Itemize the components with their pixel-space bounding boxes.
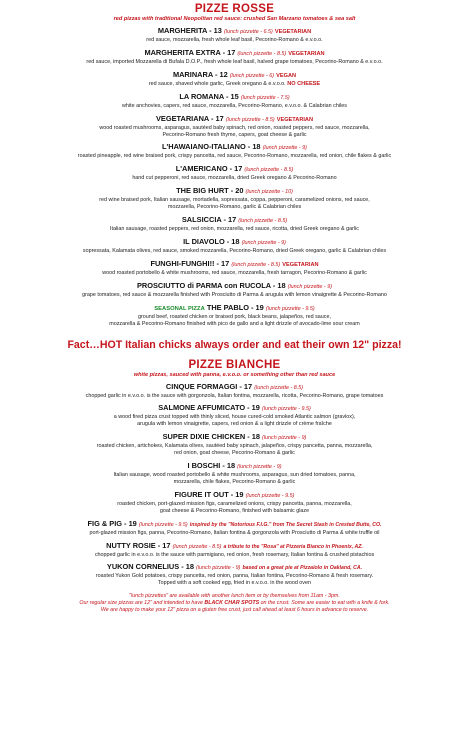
footer-lunch-note: "lunch pizzettes" are available with another lunch item or by themselves from 11am - 3pm. [129, 593, 340, 600]
item-description [0, 508, 469, 515]
menu-item-header [0, 92, 469, 103]
item-description-text: red wine braised pork, Italian sausage, mortadella, sopressata, coppa, pepperoni, caramelized onions, red sauce, [99, 197, 370, 204]
item-name: SALMONE AFFUMICATO - 19 [158, 403, 260, 413]
item-name: FIG & PIG - 19 [87, 518, 137, 528]
menu-item-header [0, 26, 469, 37]
footer-char-highlight: BLACK CHAR SPOTS [204, 600, 260, 607]
item-name: SUPER DIXIE CHICKEN - 18 [162, 432, 260, 442]
item-description-text: grape tomatoes, red sauce & mozzarella finished with Prosciutto di Parma & arugula with lemon vinaigrette & Pecorino-Romano [82, 291, 387, 298]
menu-item-header [0, 490, 469, 501]
menu-item-l-americano [0, 164, 469, 182]
item-description-text: mozzarella & Pecorino-Romano finished with pico de gallo and a light drizzle of avocado-lime sour cream [109, 320, 360, 327]
menu-page [0, 3, 469, 746]
lunch-price: (lunch pizzette - 9) [196, 565, 241, 572]
menu-item-marinara [0, 70, 469, 88]
menu-footer [0, 593, 469, 614]
menu-item-header [0, 382, 469, 393]
item-name: FUNGHI-FUNGHI!! - 17 [150, 258, 230, 268]
menu-item-il-diavolo [0, 237, 469, 255]
item-description [0, 501, 469, 508]
menu-item-header [0, 70, 469, 81]
menu-item-salmone-affumicato [0, 403, 469, 428]
item-description-text: Pecorino-Romano fresh thyme, capers, goat cheese & garlic [162, 131, 307, 138]
pizze-rosse-list [0, 26, 469, 328]
menu-item-figure-it-out [0, 490, 469, 515]
item-description-text: roasted chicken, artichokes, Kalamata olives, sautéed baby spinach, jalapeños, crispy pancetta, panna, mozzarella, [96, 443, 373, 450]
item-name: LA ROMANA - 15 [179, 91, 239, 101]
lunch-price: (lunch pizzette - 9.5) [245, 492, 295, 499]
lunch-price: (lunch pizzette - 9) [241, 239, 286, 246]
item-description [0, 573, 469, 580]
item-description [0, 421, 469, 428]
pizze-bianche-subtitle: white pizzas, sauced with panna, e.v.o.o. or something other than red sauce [133, 371, 336, 378]
pizze-bianche-title: PIZZE BIANCHE [188, 358, 281, 371]
diet-tag: VEGAN [276, 72, 297, 79]
menu-item-header [0, 48, 469, 59]
item-name: MARGHERITA - 13 [157, 26, 222, 35]
item-description-text: Topped with a soft cooked egg, fried in e.v.o.o. in the wood oven [157, 580, 312, 587]
menu-item-margherita [0, 26, 469, 44]
item-description [0, 314, 469, 321]
menu-item-cinque-formaggi [0, 382, 469, 400]
menu-item-yukon-cornelius [0, 562, 469, 587]
item-name: L'AMERICANO - 17 [175, 164, 243, 174]
pizze-rosse-title: PIZZE ROSSE [194, 3, 275, 15]
menu-item-margherita-extra [0, 48, 469, 66]
description-tag: NO CHEESE [287, 80, 321, 87]
item-name: VEGETARIANA - 17 [156, 113, 224, 123]
item-description-text: red sauce, shaved whole garlic, Greek oregano & e.v.o.o. [148, 80, 286, 87]
lunch-price: (lunch pizzette - 8.5) [172, 543, 222, 550]
item-name: MARGHERITA EXTRA - 17 [144, 47, 236, 57]
pizze-bianche-section [0, 359, 469, 588]
item-description-text: hand cut pepperoni, red sauce, mozzarella, dried Greek oregano & Pecorino-Romano [132, 175, 337, 182]
item-name: L'HAWAIANO-ITALIANO - 18 [162, 142, 261, 152]
item-description-text: roasted pineapple, red wine braised pork, crispy pancetta, red sauce, Pecorino-Romano, mozzarella, red onion, chile flakes & garlic [77, 153, 392, 160]
menu-item-funghi-funghi [0, 259, 469, 277]
diet-tag: VEGETARIAN [274, 29, 312, 35]
item-description [0, 175, 469, 182]
menu-item-nutty-rosie [0, 541, 469, 559]
menu-item-header [0, 186, 469, 197]
menu-item-super-dixie-chicken [0, 432, 469, 457]
menu-item-fig-pig [0, 519, 469, 537]
item-description-text: port-glazed mission figs, panna, Pecorino-Romano, Italian fontina & gorgonzola with Prosciutto di Parma & white truffle oil [89, 529, 380, 536]
menu-item-prosciutto-di-parma-con-rucola [0, 281, 469, 299]
item-name: MARINARA - 12 [172, 69, 228, 79]
item-description-text: white anchovies, capers, red sauce, mozzarella, Pecorino-Romano, e.v.o.o. & Calabrian chiles [122, 102, 347, 109]
item-description-text: red sauce, mozzarella, fresh whole leaf basil, Pecorino-Romano & e.v.o.o. [146, 37, 323, 43]
lunch-price: (lunch pizzette - 9) [262, 435, 307, 442]
item-description-text: arugula with lemon vinaigrette, capers, red onion & a light drizzle of crème fraîche [137, 421, 332, 428]
menu-item-header [0, 562, 469, 573]
item-description [0, 37, 469, 44]
menu-item-header [0, 142, 469, 153]
item-description-text: mozzarella, chile flakes, Pecorino-Romano & garlic [173, 478, 296, 485]
item-description-text: sopressata, Kalamata olives, red sauce, smoked mozzarella, Pecorino-Romano, dried Greek oregano, garlic & Calabrian chiles [82, 247, 387, 254]
menu-item-header [0, 461, 469, 472]
item-name: I BOSCHI - 18 [187, 461, 236, 471]
menu-item-header [0, 237, 469, 248]
menu-item-the-pablo [0, 303, 469, 328]
footer-char-text-a: Our regular size pizzas are 12" and intended to have [79, 600, 205, 607]
lunch-price: (lunch pizzette - 9.5) [261, 406, 311, 413]
menu-item-l-hawaiano-italiano [0, 142, 469, 160]
item-description [0, 479, 469, 486]
diet-tag: VEGETARIAN [276, 116, 313, 123]
item-description [0, 321, 469, 328]
lunch-price: (lunch pizzette - 9.5) [138, 521, 188, 528]
item-name: NUTTY ROSIE - 17 [106, 540, 171, 550]
lunch-price: (lunch pizzette - 9) [237, 464, 282, 471]
menu-item-header [0, 164, 469, 175]
item-description-text: a wood fired pizza crust topped with thinly sliced, house cured-cold smoked Atlantic salmon (gravlox), [113, 414, 356, 421]
menu-item-header [0, 403, 469, 414]
lunch-price: (lunch pizzette - 10) [245, 189, 293, 196]
item-description [0, 270, 469, 277]
lunch-price: (lunch pizzette - 8.5) [225, 116, 275, 123]
menu-item-the-big-hurt [0, 186, 469, 211]
item-description [0, 226, 469, 233]
item-description-text: wood roasted mushrooms, asparagus, sautéed baby spinach, red onion, roasted peppers, red sauce, mozzarella, [99, 124, 370, 131]
item-name: PROSCIUTTO di PARMA con RUCOLA - 18 [136, 280, 286, 290]
lunch-price: (lunch pizzette - 6) [229, 72, 275, 79]
menu-item-la-romana [0, 92, 469, 110]
item-description [0, 132, 469, 139]
item-note: a tribute to the "Rosa" at Pizzeria Bianco in Phoenix, AZ. [223, 543, 363, 550]
menu-item-header [0, 259, 469, 270]
item-description [0, 153, 469, 160]
item-description [0, 450, 469, 457]
lunch-price: (lunch pizzette - 9) [262, 145, 307, 152]
item-description-text: roasted Yukon Gold potatoes, crispy pancetta, red onion, panna, Italian fontina, Pecorino-Romano & fresh rosemary. [95, 573, 374, 580]
promo-banner: Fact…HOT Italian chicks always order and eat their own 12" pizza! [67, 338, 402, 351]
menu-item-salsiccia [0, 215, 469, 233]
item-name: IL DIAVOLO - 18 [183, 236, 240, 246]
footer-gluten-note: We are happy to make your 12" pizza on a gluten free crust, just call ahead at least 6 hours in advance to reserve. [100, 607, 369, 614]
menu-item-header [0, 114, 469, 125]
item-note: inspired by the "Notorious F.I.G." from The Secret Stash in Crested Butte, CO. [189, 521, 382, 528]
item-description [0, 552, 469, 559]
item-name: CINQUE FORMAGGI - 17 [165, 381, 253, 391]
menu-item-header [0, 432, 469, 443]
item-description [0, 81, 469, 88]
menu-item-header [0, 215, 469, 226]
pizze-rosse-section [0, 3, 469, 328]
item-description [0, 443, 469, 450]
lunch-price: (lunch pizzette - 9) [287, 283, 333, 290]
footer-char-note [0, 600, 469, 607]
seasonal-label: SEASONAL PIZZA [154, 305, 205, 312]
item-description [0, 292, 469, 299]
item-description-text: roasted chicken, port-glazed mission figs, caramelized onions, crispy pancetta, panna, mozzarella, [117, 500, 352, 507]
item-name: FIGURE IT OUT - 19 [174, 489, 244, 499]
menu-item-header [0, 519, 469, 530]
item-description-text: red onion, goat cheese, Pecorino-Romano & garlic [174, 450, 295, 457]
item-description-text: Italian sausage, roasted peppers, red onion, mozzarella, red sauce, ricotta, dried Greek oregano & garlic [109, 226, 359, 233]
item-description [0, 197, 469, 204]
item-description-text: goat cheese & Pecorino-Romano, finished with balsamic glaze [159, 507, 310, 514]
item-description [0, 580, 469, 587]
menu-item-header [0, 303, 469, 314]
item-description [0, 248, 469, 255]
lunch-price: (lunch pizzette - 8.5) [244, 167, 294, 174]
pizze-bianche-list [0, 382, 469, 588]
lunch-price: (lunch pizzette - 9.5) [265, 305, 315, 312]
item-name: YUKON CORNELIUS - 18 [106, 562, 194, 572]
diet-tag: VEGETARIAN [282, 261, 319, 268]
item-description [0, 472, 469, 479]
item-description-text: ground beef, roasted chicken or braised pork, black beans, jalapeños, red sauce, [138, 313, 331, 320]
item-description-text: mozzarella, Pecorino-Romano, garlic & Calabrian chiles [167, 204, 302, 211]
menu-item-vegetariana [0, 114, 469, 139]
item-description-text: chopped garlic in e.v.o.o. is the sauce with parmigiano, red onion, fresh rosemary, Italian fontina & crushed pistachios [94, 551, 375, 558]
item-name: THE PABLO - 19 [206, 302, 264, 312]
item-description [0, 414, 469, 421]
lunch-price: (lunch pizzette - 8.5) [237, 50, 287, 57]
pizze-rosse-subtitle: red pizzas with traditional Neopolitan red sauce: crushed San Marzano tomatoes & sea salt [113, 16, 356, 22]
item-description [0, 204, 469, 211]
lunch-price: (lunch pizzette - 6.5) [223, 29, 273, 35]
menu-item-header [0, 541, 469, 552]
item-description-text: red sauce, imported Mozzarella di Bufala D.O.P., fresh whole leaf basil, halved grape tomatoes, Pecorino-Romano & e.v.o.o. [86, 58, 383, 65]
item-description [0, 103, 469, 110]
diet-tag: VEGETARIAN [288, 50, 325, 57]
menu-item-header [0, 281, 469, 292]
item-description [0, 393, 469, 400]
item-description [0, 59, 469, 66]
item-description-text: Italian sausage, wood roasted portobello & white mushrooms, asparagus, sun dried tomatoes, panna, [113, 472, 356, 479]
item-name: SALSICCIA - 17 [181, 215, 237, 225]
lunch-price: (lunch pizzette - 8.5) [238, 218, 288, 225]
item-description-text: wood roasted portobello & white mushrooms, red sauce, mozzarella, fresh tarragon, Pecorino-Romano & garlic [102, 269, 367, 276]
footer-char-text-b: on the crust. Some are easier to eat with a knife & fork. [259, 600, 390, 607]
item-note: based on a great pie at Pizzaiolo in Oakland, CA. [242, 565, 363, 572]
menu-item-i-boschi [0, 461, 469, 486]
item-description-text: chopped garlic in e.v.o.o. is the sauce with gorgonzola, Italian fontina, mozzarella, ricotta, Pecorino-Romano, grape tomatoes [85, 392, 384, 399]
item-name: THE BIG HURT - 20 [176, 186, 244, 196]
lunch-price: (lunch pizzette - 8.5) [231, 261, 281, 268]
lunch-price: (lunch pizzette - 7.5) [240, 94, 290, 101]
item-description [0, 125, 469, 132]
lunch-price: (lunch pizzette - 8.5) [254, 384, 304, 391]
item-description [0, 530, 469, 537]
